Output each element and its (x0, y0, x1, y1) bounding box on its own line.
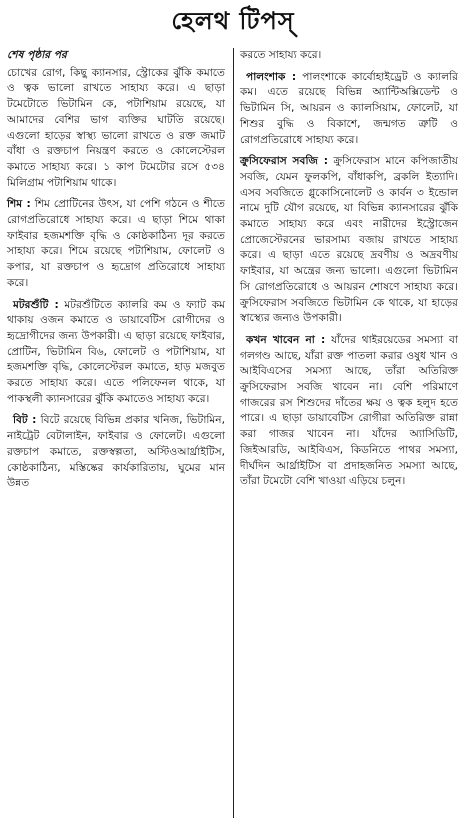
heading-peas: মটরশুঁটি : (13, 298, 59, 311)
paragraph-peas (7, 298, 225, 408)
body-cruciferous: ক্রুসিফেরাস মানে কপিজাতীয় সবজি, যেমন ফুলকপি, বাঁধাকপি, ব্রকলি ইত্যাদি। এসব সবজিতে গ্লুকোসিনোলেট ও কার্বন ৩ ইন্ডোল নামে দুটি যৌগ রয়েছে, যা বিভিন্ন ক্যানসারের ঝুঁকি কমাতে সাহায্য করে এবং নারীদের ইস্ট্রোজেন প্রোজেস্টেরনের ভারসাম্য বজায় রাখতে সাহায্য করে। এ ছাড়া এতে রয়েছে দ্রবণীয় ও অদ্রবণীয় ফাইবার, যা অন্ত্রের জন্য ভালো। এগুলো ভিটামিন সি রোগপ্রতিরোধে ও আয়রন শোষণে সাহায্য করে। ক্রুসিফেরাস সবজিতে ভিটামিন কে থাকে, যা হাড়ের স্বাস্থ্যের জন্যও উপকারী। (240, 155, 458, 325)
column-divider (233, 48, 234, 818)
article-title: হেলথ টিপস্ (171, 7, 295, 35)
continued-from-label: শেষ পৃষ্ঠার পর (7, 49, 67, 61)
body-beet: বিটে রয়েছে বিভিন্ন প্রকার খনিজ, ভিটামিন, নাইট্রেট বেটালাইন, ফাইবার ও ফোলেট। এগুলো রক্তচাপ কমাতে, রক্তস্বল্পতা, অস্টিওআর্থ্রাইটিস, কোষ্ঠকাঠিন্য, মস্তিষ্কের কার্যকারিতায়, ঘুমের মান উন্নত (7, 414, 225, 490)
body-spinach: পালংশাকে কার্বোহাইড্রেট ও ক্যালরি কম। এতে রয়েছে বিভিন্ন অ্যান্টিঅক্সিডেন্ট ও ভিটামিন সি, আয়রন ও ক্যালসিয়াম, ফোলেট, যা শিশুর বুদ্ধি ও বিকাশে, জন্মগত ত্রুটি ও রোগপ্রতিরোধে সাহায্য করে। (240, 70, 458, 146)
paragraph-beet-end: করতে সাহায্য করে। (240, 49, 322, 61)
paragraph-beet (7, 413, 225, 492)
body-when-not-to-eat: যাঁদের থাইরয়েডের সমস্যা বা গলগণ্ড আছে, যাঁরা রক্ত পাতলা করার ওষুধ খান ও আইবিএসের সমস্যা আছে, তাঁরা অতিরিক্ত ক্রুসিফেরাস সবজি খাবেন না। বেশি পরিমাণে গাজরের রস শিশুদের দাঁতের ক্ষয় ও ত্বক হলুদ হতে পারে। এ ছাড়া ডায়াবেটিস রোগীরা অতিরিক্ত রান্না করা গাজর খাবেন না। যাঁদের অ্যাসিডিটি, জিইআরডি, আইবিএস, কিডনিতে পাথর সমস্যা, দীর্ঘদিন আর্থ্রাইটিস বা প্রদাহজনিত সমস্যা আছে, তাঁরা টমেটো বেশি খাওয়া এড়িয়ে চলুন। (240, 333, 458, 488)
paragraph-cruciferous (240, 154, 458, 327)
heading-when-not-to-eat: কখন খাবেন না : (246, 333, 326, 346)
heading-spinach: পালংশাক : (246, 70, 297, 83)
heading-beans: শিম : (7, 198, 31, 211)
right-column (240, 48, 458, 496)
heading-cruciferous: ক্রুসিফেরাস সবজি : (240, 155, 328, 168)
body-peas: মটরশুঁটিতে ক্যালরি কম ও ফ্যাট কম থাকায় ওজন কমাতে ও ডায়াবেটিস রোগীদের ও হৃদ্রোগীদের জন্য উপকারী। এ ছাড়া রয়েছে ফাইবার, প্রোটিন, ভিটামিন বি৬, ফোলেট ও পটাশিয়াম, যা হজমশক্তি বৃদ্ধি, কোলেস্টেরল কমাতে, হাড় মজবুত করতে সাহায্য করে। এতে পলিফেনল থাকে, যা পাকস্থলী ক্যানসারের ঝুঁকি কমাতেও সাহায্য করে। (7, 298, 225, 405)
paragraph-beans (7, 197, 225, 291)
paragraph-tomato: চোখের রোগ, কিছু ক্যানসার, স্ট্রোকের ঝুঁকি কমাতে ও ত্বক ভালো রাখতে সাহায্য করে। এ ছাড়া টমেটোতে ভিটামিন কে, পটাশিয়াম রয়েছে, যা আমাদের বেশির ভাগ ব্যক্তির ঘাটতি রয়েছে। এগুলো হাড়ের স্বাস্থ্য ভালো রাখতে ও রক্ত জমাট বাঁধা ও রক্তচাপ নিয়ন্ত্রণ করতে ও কোলেস্টেরল কমাতে সাহায্য করে। ১ কাপ টমেটোর রসে ৫৩৪ মিলিগ্রাম পটাশিয়াম থাকে। (7, 66, 225, 189)
body-beans: শিম প্রোটিনের উৎস, যা পেশি গঠনে ও শীতে রোগপ্রতিরোধে সাহায্য করে। এ ছাড়া শিমে থাকা ফাইবার হজমশক্তি বৃদ্ধি ও কোষ্ঠকাঠিন্য দূর করতে সাহায্য করে। শিমে রয়েছে পটাশিয়াম, ফোলেট ও কপার, যা রক্তচাপ ও হৃদ্রোগ প্রতিরোধে সাহায্য করে। (7, 198, 226, 289)
paragraph-spinach (240, 70, 458, 149)
paragraph-when-not-to-eat (240, 333, 458, 490)
heading-beet: বিট : (13, 414, 37, 427)
left-column (7, 48, 225, 498)
